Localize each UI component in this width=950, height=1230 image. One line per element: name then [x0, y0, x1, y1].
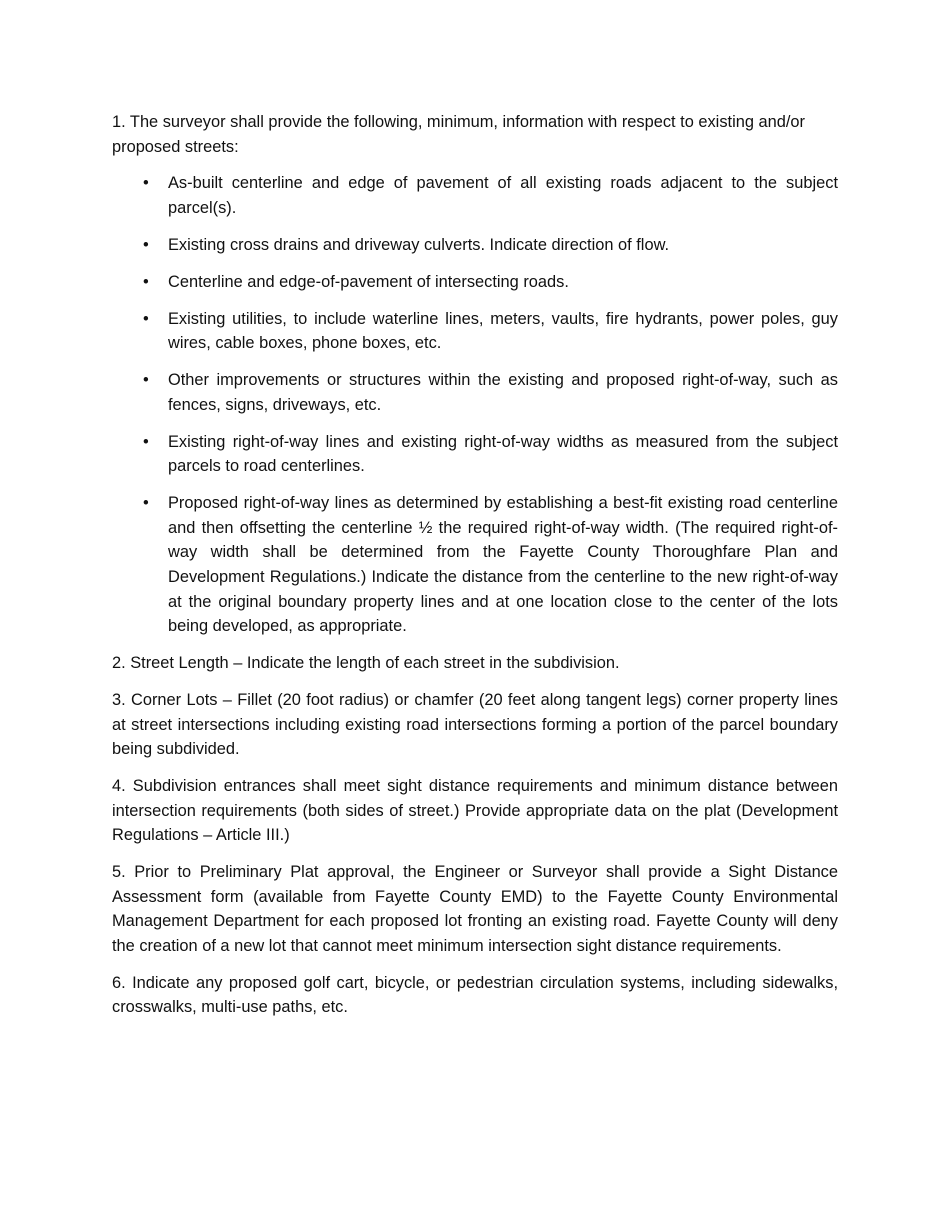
sight-distance-paragraph: 5. Prior to Preliminary Plat approval, the Engineer or Surveyor shall provide a Sight Distance Assessment form (available from Fayette County EMD) to the Fayette County Environmental Management Department for each proposed lot fronting an existing road. Fayette County will deny the creation of a new lot that cannot meet minimum intersection sight distance requirements. [112, 863, 838, 955]
corner-lots-paragraph: 3. Corner Lots – Fillet (20 foot radius) or chamfer (20 feet along tangent legs) corner property lines at street intersections including existing road intersections forming a portion of the parcel boundary being subdivided. [112, 690, 838, 759]
bullet-text: As-built centerline and edge of pavement of all existing roads adjacent to the subject parcel(s). [168, 174, 838, 218]
document-page [112, 110, 838, 1032]
bullet-icon: • [143, 235, 149, 254]
bullet-icon: • [143, 309, 149, 328]
bullet-item [112, 430, 838, 479]
intro-paragraph: 1. The surveyor shall provide the following, minimum, information with respect to existing and/or proposed streets: [112, 113, 805, 156]
bullet-item [112, 233, 838, 258]
bullet-text: Existing cross drains and driveway culverts. Indicate direction of flow. [168, 235, 670, 254]
bullet-item [112, 171, 838, 220]
bullet-text: Other improvements or structures within the existing and proposed right-of-way, such as fences, signs, driveways, etc. [168, 371, 838, 414]
bullet-icon: • [143, 494, 149, 513]
bullet-text: Centerline and edge-of-pavement of intersecting roads. [168, 272, 569, 291]
bullet-item [112, 307, 838, 356]
bullet-item [112, 270, 838, 295]
bullet-icon: • [143, 174, 149, 193]
bullet-icon: • [143, 371, 149, 390]
bullet-icon: • [143, 272, 149, 291]
bullet-icon: • [143, 432, 149, 451]
bullet-text: Existing utilities, to include waterline lines, meters, vaults, fire hydrants, power poles, guy wires, cable boxes, phone boxes, etc. [168, 309, 838, 353]
bullet-item [112, 491, 838, 639]
bullet-list [112, 171, 838, 638]
circulation-systems-paragraph: 6. Indicate any proposed golf cart, bicycle, or pedestrian circulation systems, including sidewalks, crosswalks, multi-use paths, etc. [112, 973, 838, 1017]
street-length-paragraph: 2. Street Length – Indicate the length of each street in the subdivision. [112, 654, 620, 673]
bullet-item [112, 368, 838, 417]
subdivision-entrances-paragraph: 4. Subdivision entrances shall meet sight distance requirements and minimum distance between intersection requirements (both sides of street.) Provide appropriate data on the plat (Development Regulations – Article III.) [112, 777, 838, 845]
bullet-text: Proposed right-of-way lines as determined by establishing a best-fit existing road centerline and then offsetting the centerline ½ the required right-of-way width. (The required right-of-way width shall be determined from the Fayette County Thoroughfare Plan and Development Regulations.) Indicate the distance from the centerline to the new right-of-way at the original boundary property lines and at one location close to the center of the lots being developed, as appropriate. [168, 494, 838, 636]
bullet-text: Existing right-of-way lines and existing right-of-way widths as measured from the subject parcels to road centerlines. [168, 432, 838, 476]
